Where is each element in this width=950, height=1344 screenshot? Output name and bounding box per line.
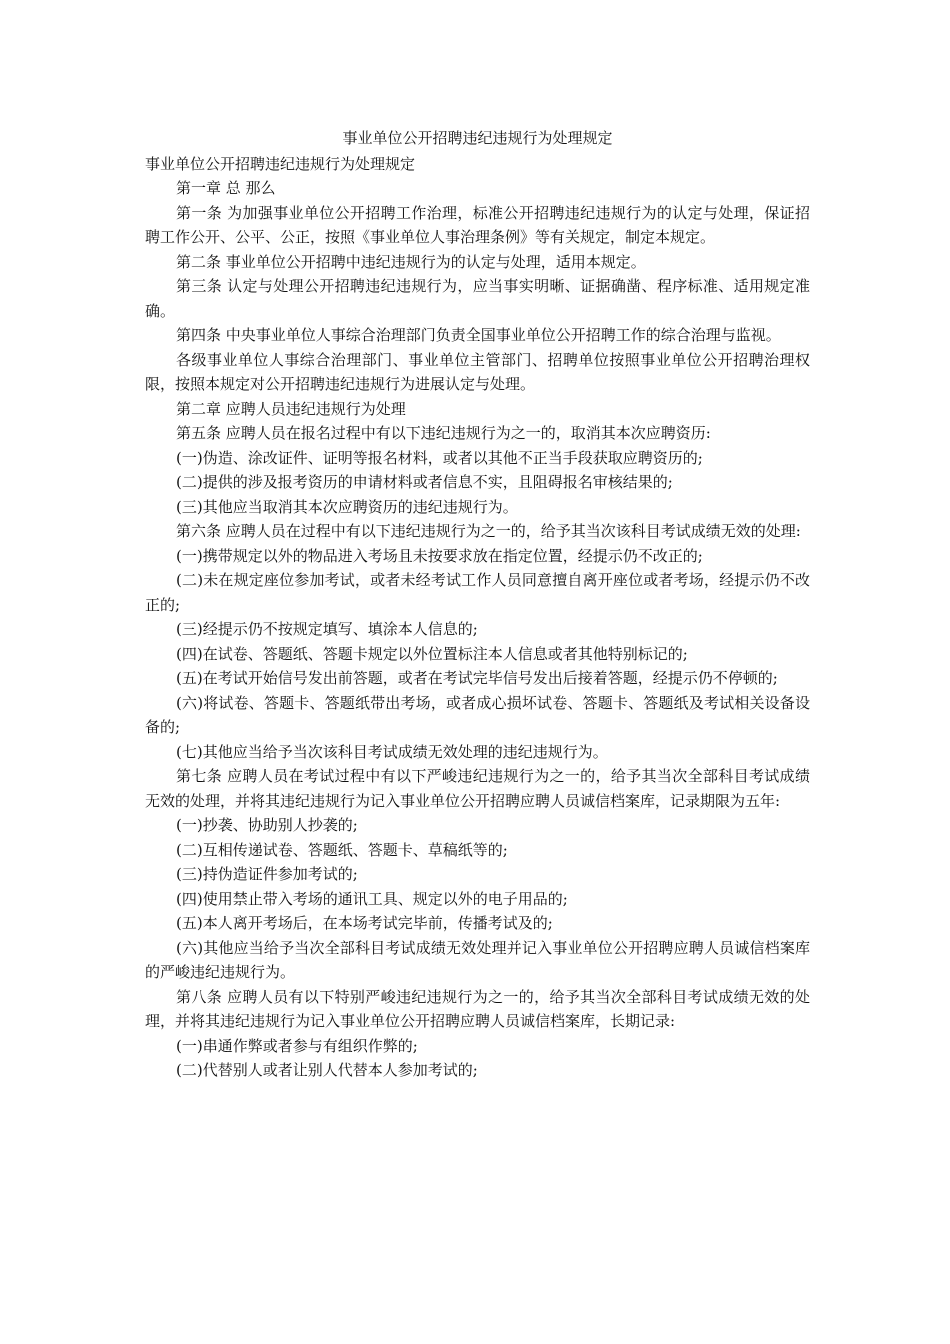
paragraph: (四)使用禁止带入考场的通讯工具、规定以外的电子用品的; [176,889,568,908]
document-subtitle: 事业单位公开招聘违纪违规行为处理规定 [145,154,416,173]
paragraph: 各级事业单位人事综合治理部门、事业单位主管部门、招聘单位按照事业单位公开招聘治理权限，按照本规定对公开招聘违纪违规行为进展认定与处理。 [145,350,810,393]
document-page [145,126,810,1083]
paragraph: 第一条 为加强事业单位公开招聘工作治理，标准公开招聘违纪违规行为的认定与处理，保证招聘工作公开、公平、公正，按照《事业单位人事治理条例》等有关规定，制定本规定。 [145,203,810,246]
paragraph: 第六条 应聘人员在过程中有以下违纪违规行为之一的，给予其当次该科目考试成绩无效的处理: [176,522,801,540]
paragraph: (六)其他应当给予当次全部科目考试成绩无效处理并记入事业单位公开招聘应聘人员诚信档案库的严峻违纪违规行为。 [145,938,810,981]
paragraph: 第八条 应聘人员有以下特别严峻违纪违规行为之一的，给予其当次全部科目考试成绩无效的处理，并将其违纪违规行为记入事业单位公开招聘应聘人员诚信档案库，长期记录: [145,987,810,1030]
paragraph: (二)未在规定座位参加考试，或者未经考试工作人员同意擅自离开座位或者考场，经提示仍不改正的; [145,571,810,614]
paragraph: (一)携带规定以外的物品进入考场且未按要求放在指定位置，经提示仍不改正的; [176,546,703,565]
paragraph: 第一章 总 那么 [176,179,276,197]
paragraph: (二)互相传递试卷、答题纸、答题卡、草稿纸等的; [176,840,508,859]
paragraph: (一)伪造、涂改证件、证明等报名材料，或者以其他不正当手段获取应聘资历的; [176,448,703,467]
paragraph: (七)其他应当给予当次该科目考试成绩无效处理的违纪违规行为。 [176,742,608,761]
paragraph: (二)提供的涉及报考资历的申请材料或者信息不实，且阻碍报名审核结果的; [176,473,673,491]
paragraph: 第三条 认定与处理公开招聘违纪违规行为，应当事实明晰、证据确凿、程序标准、适用规定准确。 [145,277,810,320]
paragraph: (三)持伪造证件参加考试的; [176,865,358,883]
paragraph: 第五条 应聘人员在报名过程中有以下违纪违规行为之一的，取消其本次应聘资历: [176,424,711,442]
paragraph: (六)将试卷、答题卡、答题纸带出考场，或者成心损坏试卷、答题卡、答题纸及考试相关设备设备的; [145,693,810,736]
paragraph: (五)在考试开始信号发出前答题，或者在考试完毕信号发出后接着答题，经提示仍不停顿的; [176,669,778,687]
paragraph: (五)本人离开考场后，在本场考试完毕前，传播考试及的; [176,914,553,932]
paragraph: (一)抄袭、协助别人抄袭的; [176,816,358,834]
paragraph: (二)代替别人或者让别人代替本人参加考试的; [176,1061,478,1079]
paragraph: 第七条 应聘人员在考试过程中有以下严峻违纪违规行为之一的，给予其当次全部科目考试成绩无效的处理，并将其违纪违规行为记入事业单位公开招聘应聘人员诚信档案库，记录期限为五年: [145,767,810,810]
paragraph: (三)其他应当取消其本次应聘资历的违纪违规行为。 [176,497,518,516]
paragraph: 第二章 应聘人员违纪违规行为处理 [176,399,406,418]
paragraph: (三)经提示仍不按规定填写、填涂本人信息的; [176,620,478,638]
document-body [145,176,810,1083]
paragraph: (四)在试卷、答题纸、答题卡规定以外位置标注本人信息或者其他特别标记的; [176,644,688,663]
paragraph: 第四条 中央事业单位人事综合治理部门负责全国事业单位公开招聘工作的综合治理与监视。 [176,326,781,344]
document-title: 事业单位公开招聘违纪违规行为处理规定 [342,129,613,147]
paragraph: (一)串通作弊或者参与有组织作弊的; [176,1036,418,1055]
paragraph: 第二条 事业单位公开招聘中违纪违规行为的认定与处理，适用本规定。 [176,252,646,271]
